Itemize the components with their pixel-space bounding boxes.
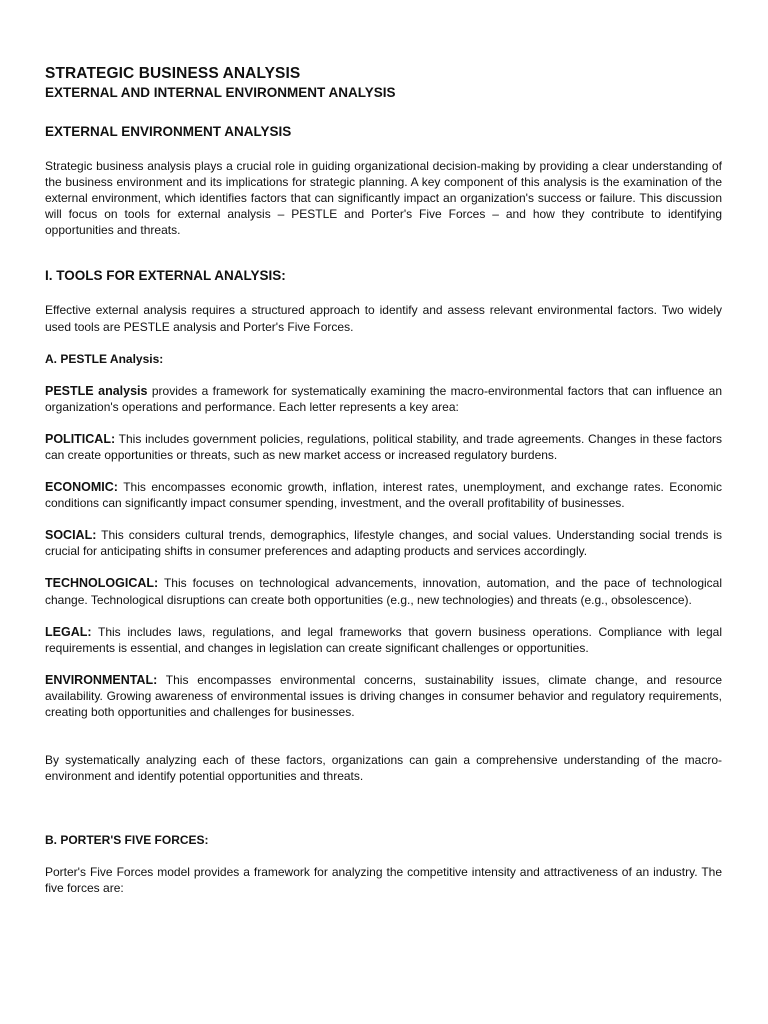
pestle-factor-social <box>45 527 722 559</box>
external-analysis-heading: EXTERNAL ENVIRONMENT ANALYSIS <box>45 124 292 139</box>
factor-label: ECONOMIC: <box>45 480 118 495</box>
factor-text: This includes government policies, regulations, political stability, and trade agreements. Changes in these factors can create opportunities or threats, such as new market access or increased regulatory burdens. <box>45 431 722 462</box>
document-title: STRATEGIC BUSINESS ANALYSIS <box>45 65 301 82</box>
pestle-factor-economic <box>45 479 722 511</box>
factor-text: This includes laws, regulations, and legal frameworks that govern business operations. Compliance with legal requirements is essential, and changes in legislation can create significant challenges or opportunities. <box>45 624 722 655</box>
pestle-factor-technological <box>45 575 722 607</box>
porter-intro: Porter's Five Forces model provides a framework for analyzing the competitive intensity and attractiveness of an industry. The five forces are: <box>45 865 722 896</box>
pestle-factor-political <box>45 431 722 463</box>
pestle-intro <box>45 383 722 415</box>
pestle-factor-environmental <box>45 672 722 720</box>
factor-text: This focuses on technological advancements, innovation, automation, and the pace of technological change. Technological disruptions can create both opportunities (e.g., new technologies) and threats (e.g., obsolescence). <box>45 576 722 607</box>
tools-heading: I. TOOLS FOR EXTERNAL ANALYSIS: <box>45 268 286 284</box>
pestle-heading: A. PESTLE Analysis: <box>45 351 164 366</box>
factor-label: POLITICAL: <box>45 431 116 446</box>
factor-text: This encompasses environmental concerns, sustainability issues, climate change, and resource availability. Growing awareness of environmental issues is driving changes in consumer behavior and regulatory requirements, creating both opportunities and challenges for businesses. <box>45 672 722 719</box>
factor-text: This encompasses economic growth, inflation, interest rates, unemployment, and exchange rates. Economic conditions can significantly impact consumer spending, investment, and the overall profitability of businesses. <box>45 480 722 511</box>
external-analysis-intro: Strategic business analysis plays a crucial role in guiding organizational decision-making by providing a clear understanding of the business environment and its implications for strategic planning. A key component of this analysis is the examination of the external environment, which identifies factors that can significantly impact an organization's success or failure. This discussion will focus on tools for external analysis – PESTLE and Porter's Five Forces – and how they contribute to identifying opportunities and threats. <box>45 159 722 238</box>
factor-text: This considers cultural trends, demographics, lifestyle changes, and social values. Understanding social trends is crucial for anticipating shifts in consumer preferences and adapting products and services accordingly. <box>45 528 722 559</box>
factor-label: SOCIAL: <box>45 528 97 543</box>
document-subtitle: EXTERNAL AND INTERNAL ENVIRONMENT ANALYSIS <box>45 85 396 100</box>
factor-label: ENVIRONMENTAL: <box>45 672 158 687</box>
pestle-intro-text: provides a framework for systematically examining the macro-environmental factors that can influence an organization's operations and performance. Each letter represents a key area: <box>45 383 722 414</box>
pestle-intro-lead: PESTLE analysis <box>45 383 148 398</box>
factor-label: LEGAL: <box>45 624 92 639</box>
porter-heading: B. PORTER'S FIVE FORCES: <box>45 833 209 848</box>
factor-label: TECHNOLOGICAL: <box>45 576 159 591</box>
pestle-factor-legal <box>45 624 722 656</box>
document-page <box>45 64 722 896</box>
tools-intro: Effective external analysis requires a structured approach to identify and assess relevant environmental factors. Two widely used tools are PESTLE analysis and Porter's Five Forces. <box>45 303 722 334</box>
pestle-summary: By systematically analyzing each of these factors, organizations can gain a comprehensive understanding of the macro-environment and identify potential opportunities and threats. <box>45 753 722 784</box>
